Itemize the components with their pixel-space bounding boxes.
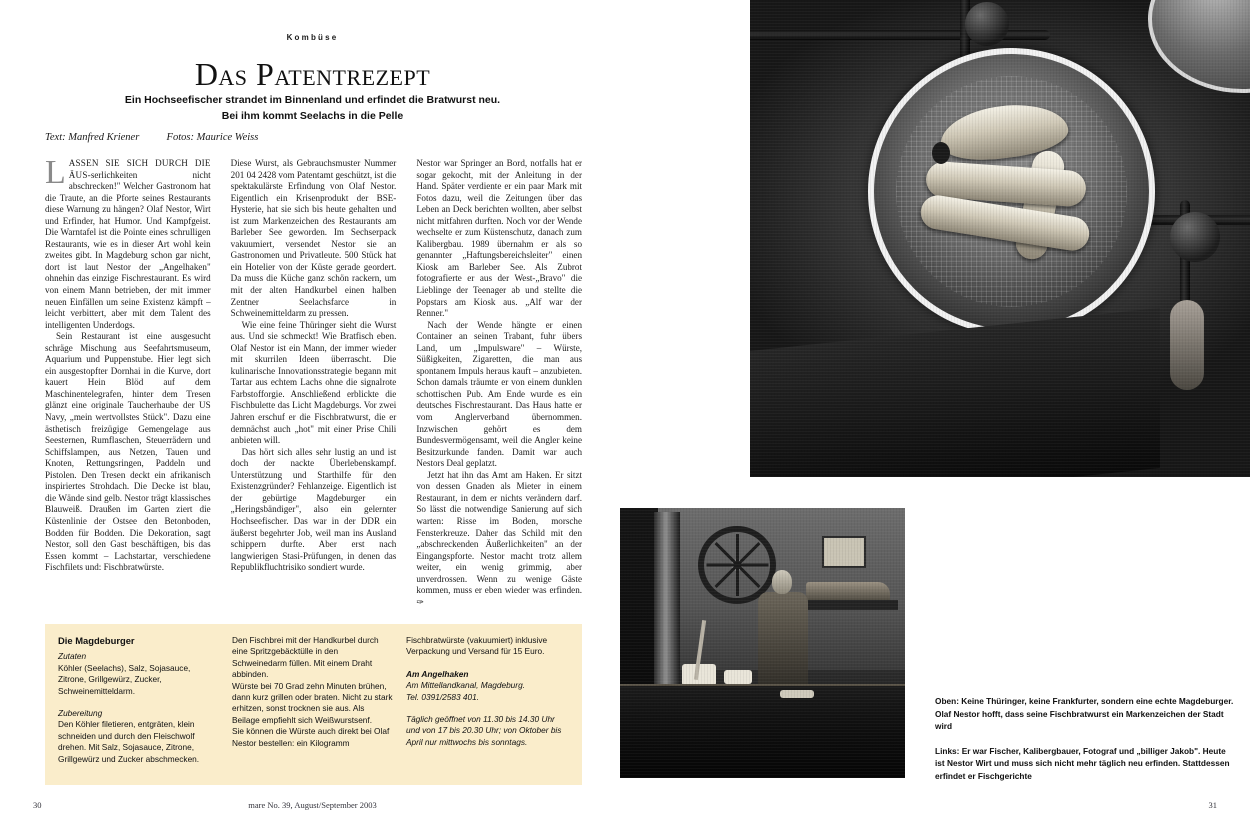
byline-photo-credit: Fotos: Maurice Weiss	[166, 132, 259, 143]
article-headline: Das Patentrezept	[194, 56, 431, 92]
paragraph	[231, 158, 397, 320]
spacer	[406, 658, 568, 669]
paragraph-text: serlichkeiten nicht abschrecken!" Welcher Gastronom hat die Traute, an die Pforte seines Restaurants diese Warnung zu hängen? Olaf Nestor, Wirt und Erfinder, hat Humor. Und Kampfgeist. Die Warntafel ist die Pointe eines schrulligen Restaurants, wie es in dieser Art wohl kein zweites gibt. In Magdeburg schon gar nicht, dort ist laut Nestor der „Angelhaken" ohnehin das einzige Fischrestaurant. Es wird von einem Mann betrieben, der mit immer neuen Einfällen um seine Existenz kämpft – leicht verbittert, aber mit dem Talent des intelligenten Underdogs.	[45, 169, 211, 330]
spacer	[406, 703, 568, 714]
recipe-column-2	[232, 635, 394, 765]
paragraph-text: Diese Wurst, als Gebrauchsmuster Nummer 201 04 2428 vom Patentamt geschützt, ist die spektakulärste Erfindung von Olaf Nestor. Eigentlich ein Krisenprodukt der BSE-Hysterie, hat sie sich bis heute gehalten und ist zum Markenzeichen des Restaurants am Barleber See geworden. Im Sechserpack vakuumiert, versendet Nestor sie an Gastronomen und Privatleute. 500 Stück hat ein Hotelier von der Küste gerade geordert. Da muss die Küche ganz schön rackern, um mit der alten Handkurbel einen halben Zentner Seelachsfarce in Schweinemitteldarm zu pressen.	[230, 158, 397, 319]
man-torso	[758, 592, 808, 684]
recipe-title: Die Magdeburger	[58, 635, 135, 646]
paragraph-text: Nestor war Springer an Bord, notfalls hat er sogar gekocht, mit der Anleitung in der Hand. Später verdiente er ein paar Mark mit Fotos dazu, weil die Zeitungen über das Leben an Deck berichten wollten, aber selbst nicht mitfahren durften. Noch vor der Wende wechselte er zum Küstenschutz, danach zum Kalibergbau. 1989 übernahm er als so genannter „Haftungsbereichsleiter" einen Kiosk am Barleber See. Als Zubrot fotografierte er aus der West-„Bravo" die Lieblinge der Teenager ab und stellte die Popstars am Kiosk aus. „Alf war der Renner."	[416, 158, 583, 319]
bar-counter	[620, 686, 905, 778]
paragraph-text: Nach der Wende hängte er einen Container an seinen Trabant, fuhr übers Land, um „Impulsware" – Würste, Süßigkeiten, Zigaretten, die man aus spontanem Impuls heraus kauft – anzubieten. Schon damals träumte er von einem dunklen schottischen Pub. Am Ende wurde es ein deutsches Fischrestaurant. Das Haus hatte er vom Anglerverband übernommen. Inzwischen gehört es dem Bundesvermögensamt, weil die Angler keine Besitzurkunde fanden. Damit war auch Nestors Deal geplatzt.	[416, 319, 583, 469]
recipe-step-filling: Den Fischbrei mit der Handkurbel durch eine Spritzgebäcktülle in den Schweinedarm füllen. Mit einem Draht abbinden.	[232, 635, 379, 680]
byline-text-credit: Text: Manfred Kriener	[45, 132, 140, 143]
photo-sausages-in-pan	[750, 0, 1250, 477]
paragraph	[45, 331, 211, 573]
paragraph-text: Jetzt hat ihn das Amt am Haken. Er sitzt von dessen Gnaden als Mieter in einem Restaurant, in dem er nichts verändern darf. So lässt die notwendige Sanierung auf sich warten: Risse im Boden, morsche Fensterkreuze. Daher das Schild mit den „abschreckenden Äußerlichkeiten" an der Eingangspforte. Nestor macht trotz allem weiter, ein wenig grimmig, aber unverdrossen. Wenn zu wenige Gäste kommen, muss er eben wieder was erfinden.	[416, 469, 583, 596]
article-subhead	[100, 92, 525, 124]
recipe-ingredients-text: Köhler (Seelachs), Salz, Sojasauce, Zitrone, Grillgewürz, Zucker, Schweinemitteldarm.	[58, 662, 191, 696]
frying-pan	[868, 48, 1155, 335]
paragraph	[416, 158, 582, 320]
pan-residue-spot	[932, 142, 950, 164]
paragraph	[231, 320, 397, 447]
ship-model	[806, 582, 890, 602]
restaurant-opening-hours: Täglich geöffnet von 11.30 bis 14.30 Uhr und von 17 bis 20.30 Uhr; von Oktober bis April nur mittwochs bis sonntags.	[406, 714, 562, 747]
page-right	[625, 0, 1250, 833]
body-column-2	[231, 158, 397, 608]
body-column-3	[416, 158, 582, 608]
caption-bottom-photo: Links: Er war Fischer, Kalibergbauer, Fotograf und „billiger Jakob". Heute ist Nestor Wirt und muss sich nicht mehr täglich neu erfinden. Stattdessen erfindet er Fischgerichte	[935, 745, 1230, 781]
recipe-order-note: Sie können die Würste auch direkt bei Olaf Nestor bestellen: ein Kilogramm	[232, 726, 390, 748]
recipe-subhead-ingredients: Zutaten	[58, 651, 87, 662]
paragraph	[45, 154, 211, 331]
white-object	[724, 670, 752, 684]
spacer	[58, 697, 220, 708]
wooden-column	[654, 512, 680, 702]
folio-page-number-left: 30	[33, 800, 42, 810]
restaurant-address: Am Mittellandkanal, Magdeburg.	[406, 680, 525, 691]
subhead-line-2: Bei ihm kommt Seelachs in die Pelle	[221, 110, 404, 122]
drop-cap: L	[45, 154, 66, 191]
section-rubric: Kombüse	[286, 33, 339, 42]
gas-burner	[965, 2, 1009, 46]
body-column-1	[45, 154, 211, 608]
paragraph-text: Das hört sich alles sehr lustig an und ist doch der nackte Überlebenskampf. Unterstützung und Starthilfe für den Existenzgründer? Fehlanzeige. Eigentlich ist der gebürtige Magdeburger ein „Heringsbändiger", also ein gelernter Hochseefischer. Das war in der DDR ein äußerst begehrter Job, weil man ins Ausland schippern durfte. Aber erst nach langwierigen Stasi-Prüfungen, in denen das Republikfluchtrisiko sondiert wurde.	[230, 446, 397, 573]
man-head	[772, 570, 792, 594]
recipe-step-cooking: Würste bei 70 Grad zehn Minuten brühen, dann kurz grillen oder braten. Nicht zu stark erhitzen, sonst trocknen sie aus. Als Beilage empfiehlt sich Weißwurstsenf.	[232, 680, 393, 725]
restaurant-phone: Tel. 0391/2583 401.	[406, 691, 480, 702]
photo-nestor-behind-bar	[620, 508, 905, 778]
paragraph	[231, 447, 397, 574]
recipe-column-3	[406, 635, 568, 765]
framed-picture	[822, 536, 866, 568]
byline	[45, 132, 505, 143]
recipe-info-box	[45, 624, 582, 785]
end-mark-icon: ✑	[416, 596, 424, 607]
paragraph-text: Sein Restaurant ist eine ausgesucht schräge Mischung aus Seefahrtsmuseum, Aquarium und Puppenstube. Hier legt sich ein ausgestopfter Dornhai in die Kurve, dort kauert Hein Blöd auf dem Maschinentelegrafen, hinter dem Tresen glänzt eine originale Taucherhaube der US Navy, „mein wertvollstes Stück". Dazu eine ästhetisch freizügige Gemengelage aus Seesternen, Rumflaschen, Steuerrädern und Schiffslampen, aus Netzen, Tauen und Knoten, Rettungsringen, Paddeln und Pistolen. Den Tresen deckt ein afrikanisch inspiriertes Strohdach. Die Decke ist blau, die Wände sind gelb. Nestor trägt klassisches Blauweiß. Draußen im Garten ziert die Küstenlinie der Ostsee den Betonboden, Bodden für Bodden. Die Dekoration, sagt Nestor, soll den Gast beschäftigen, bis das Essen kommt – Lachstartar, verschiedene Fischfilets und: Fischbratwürste.	[45, 331, 211, 573]
paragraph	[416, 320, 582, 470]
recipe-price-note: Fischbratwürste (vakuumiert) inklusive Verpackung und Versand für 15 Euro.	[406, 635, 548, 657]
folio-page-number-right: 31	[1208, 800, 1217, 810]
restaurant-name: Am Angelhaken	[406, 668, 469, 679]
subhead-line-1: Ein Hochseefischer strandet im Binnenland und erfindet die Bratwurst neu.	[124, 94, 501, 106]
paragraph-text: Wie eine feine Thüringer sieht die Wurst aus. Und sie schmeckt! Wie Bratfisch eben. Olaf Nestor ist ein Mann, der immer wieder mit skurrilen Ideen überrascht. Die kulinarische Innovationsstrategie begann mit Tartar aus echtem Lachs ohne die signalrote Farbstofforgie. Anschließend erblickte die Fischbulette das Licht Magdeburgs. Vor zwei Jahren erschuf er die Fischbratwurst, die er demnächst auch „hot" mit einer Prise Chili anbieten will.	[230, 319, 397, 446]
pan-handle	[1170, 300, 1204, 390]
article-body-columns	[45, 154, 583, 608]
recipe-column-1	[58, 635, 220, 765]
recipe-subhead-preparation: Zubereitung	[58, 708, 103, 719]
paragraph	[416, 470, 582, 609]
lead-smallcaps: ASSEN SIE SICH DURCH DIE ÄUS-	[68, 158, 211, 180]
book-on-counter	[780, 690, 814, 698]
photo-captions	[935, 695, 1235, 783]
folio-issue-line: mare No. 39, August/September 2003	[248, 800, 377, 810]
caption-top-photo: Oben: Keine Thüringer, keine Frankfurter, sondern eine echte Magdeburger. Olaf Nestor hofft, dass seine Fischbratwurst ein Markenzeichen der Stadt wird	[935, 696, 1234, 732]
shelf	[798, 600, 898, 610]
gas-burner	[1170, 212, 1220, 262]
recipe-preparation-text: Den Köhler filetieren, entgräten, klein schneiden und durch den Fleischwolf drehen. Mit Salz, Sojasauce, Zitrone, Grillgewürz und Zucker abschmecken.	[58, 719, 200, 764]
